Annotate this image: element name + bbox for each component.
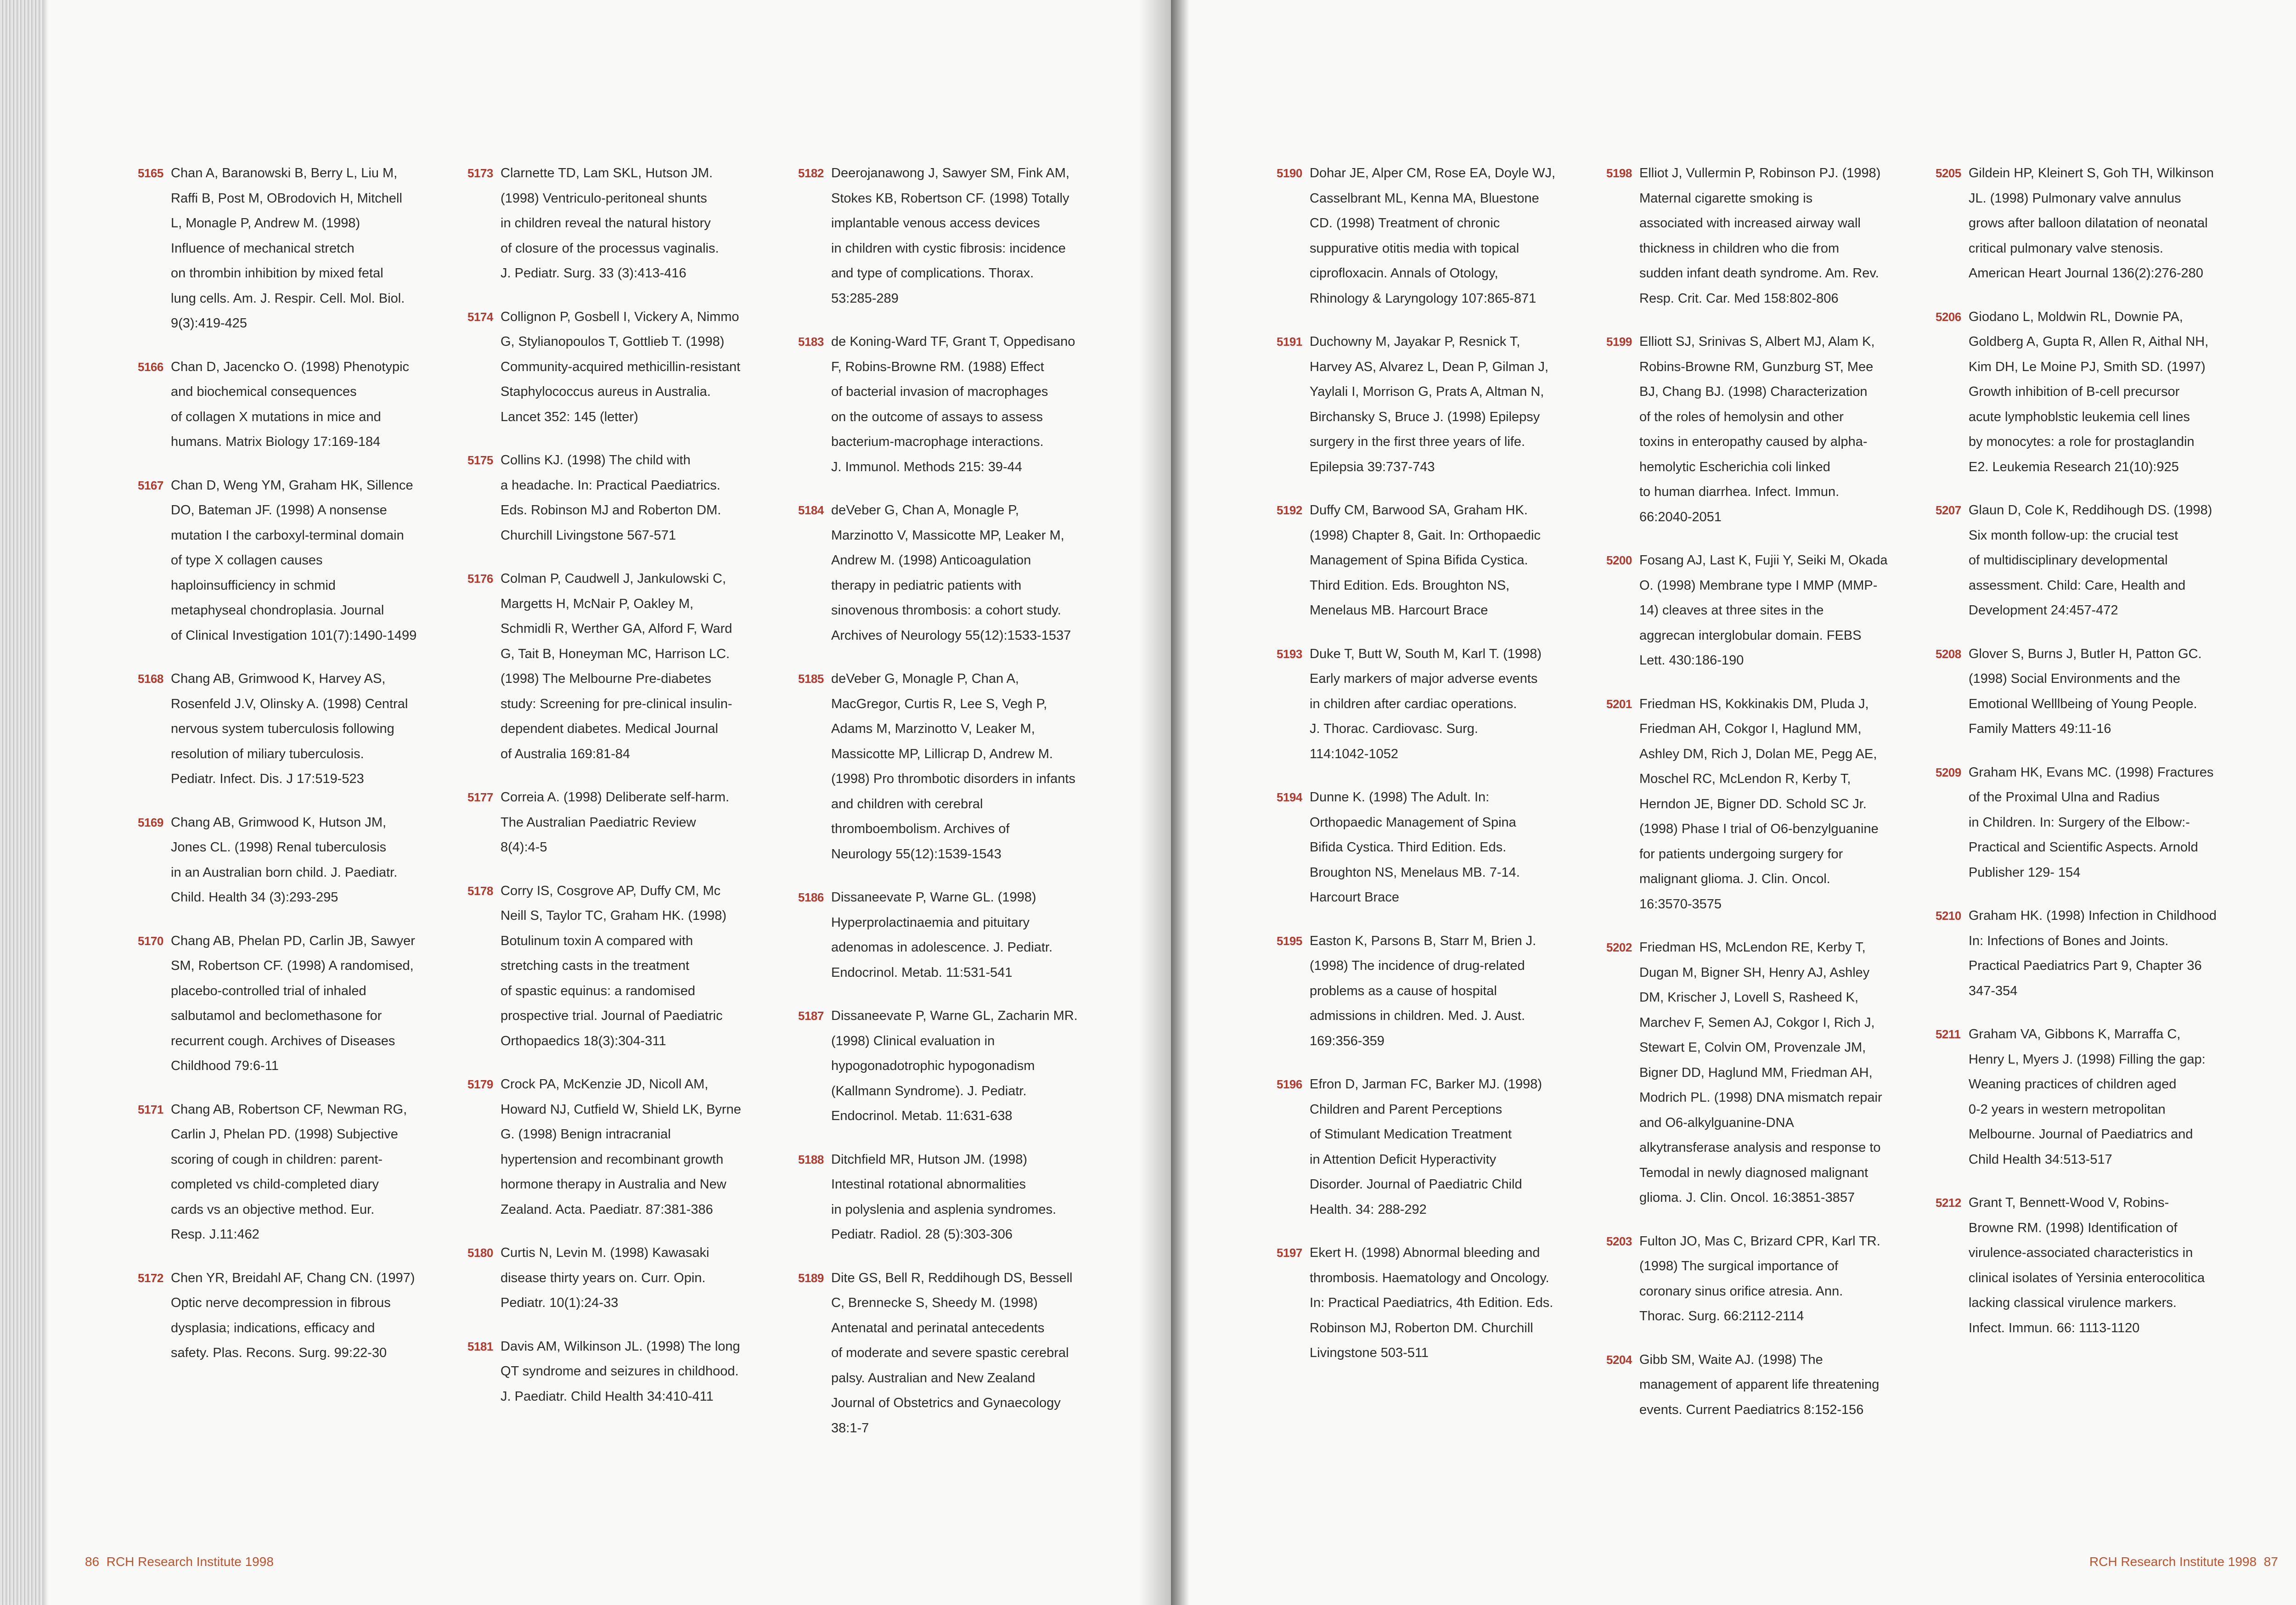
reference-entry	[1936, 1022, 2229, 1172]
reference-entry	[1936, 1190, 2229, 1340]
reference-number: 5205	[1936, 166, 1961, 180]
reference-text: Ditchfield MR, Hutson JM. (1998) Intestinal rotational abnormalities in polyslenia and asplenia syndromes. Pediatr. Radiol. 28 (5):303-306	[831, 1152, 1057, 1242]
reference-text: Gildein HP, Kleinert S, Goh TH, Wilkinson JL. (1998) Pulmonary valve annulus grows after balloon dilatation of neonatal critical pulmonary valve stenosis. American Heart Journal 136(2):276-280	[1969, 166, 2214, 281]
reference-entry	[1277, 329, 1570, 479]
reference-number: 5183	[798, 335, 824, 349]
reference-entry	[138, 929, 432, 1079]
reference-number: 5177	[467, 790, 493, 804]
reference-number: 5192	[1277, 503, 1302, 517]
reference-text: Chang AB, Grimwood K, Hutson JM, Jones CL. (1998) Renal tuberculosis in an Australian born child. J. Paediatr. Child. Health 34 (3):293-295	[171, 815, 398, 905]
reference-entry	[1936, 760, 2229, 885]
reference-entry	[798, 498, 1092, 648]
reference-entry	[138, 1266, 432, 1366]
reference-text: Chang AB, Phelan PD, Carlin JB, Sawyer SM, Robertson CF. (1998) A randomised, placebo-controlled trial of inhaled salbutamol and beclomethasone for recurrent cough. Archives of Diseases Childhood 79:6-11	[171, 933, 415, 1073]
reference-number: 5202	[1606, 940, 1632, 954]
reference-entry	[138, 810, 432, 910]
reference-text: Crock PA, McKenzie JD, Nicoll AM, Howard NJ, Cutfield W, Shield LK, Byrne G. (1998) Benign intracranial hypertension and recombinant growth hormone therapy in Australia and New Zealand. Acta. Paediatr. 87:381-386	[501, 1077, 741, 1217]
reference-entry	[138, 161, 432, 336]
reference-number: 5197	[1277, 1246, 1302, 1260]
reference-number: 5210	[1936, 909, 1961, 923]
reference-entry	[798, 1266, 1092, 1441]
reference-text: Dunne K. (1998) The Adult. In: Orthopaedic Management of Spina Bifida Cystica. Third Edition. Eds. Broughton NS, Menelaus MB. 7-14. Harcourt Brace	[1310, 790, 1520, 905]
reference-entry	[1936, 304, 2229, 480]
reference-entry	[138, 1097, 432, 1247]
reference-entry	[138, 666, 432, 792]
reference-number: 5196	[1277, 1077, 1302, 1091]
page-edge-stack	[0, 0, 48, 1605]
reference-entry	[467, 879, 761, 1054]
reference-number: 5189	[798, 1271, 824, 1285]
reference-number: 5206	[1936, 310, 1961, 324]
reference-entry	[798, 666, 1092, 867]
right-page	[1171, 0, 2296, 1605]
reference-entry	[798, 1003, 1092, 1129]
reference-column	[1277, 161, 1570, 1384]
page-number: 87	[2263, 1554, 2278, 1569]
reference-number: 5180	[467, 1246, 493, 1260]
reference-number: 5171	[138, 1102, 163, 1116]
reference-number: 5190	[1277, 166, 1302, 180]
reference-number: 5203	[1606, 1234, 1632, 1248]
reference-number: 5201	[1606, 697, 1632, 711]
reference-text: Efron D, Jarman FC, Barker MJ. (1998) Children and Parent Perceptions of Stimulant Medication Treatment in Attention Deficit Hyperactivity Disorder. Journal of Paediatric Child Health. 34: 288-292	[1310, 1077, 1542, 1217]
reference-text: deVeber G, Monagle P, Chan A, MacGregor, Curtis R, Lee S, Vegh P, Adams M, Marzinotto V, Leaker M, Massicotte MP, Lillicrap D, Andrew M. (1998) Pro thrombotic disorders in infants and children with cerebral thromboembolism. Archives of Neurology 55(12):1539-1543	[831, 671, 1075, 862]
reference-number: 5208	[1936, 647, 1961, 661]
reference-number: 5166	[138, 360, 163, 374]
reference-number: 5204	[1606, 1352, 1632, 1367]
reference-entry	[467, 1334, 761, 1409]
reference-number: 5207	[1936, 503, 1961, 517]
reference-text: Grant T, Bennett-Wood V, Robins- Browne RM. (1998) Identification of virulence-associated characteristics in clinical isolates of Yersinia enterocolitica lacking classical virulence markers. Infect. Immun. 66: 1113-1120	[1969, 1195, 2205, 1335]
footer-title: RCH Research Institute 1998	[2089, 1554, 2257, 1569]
reference-text: Elliot J, Vullermin P, Robinson PJ. (1998) Maternal cigarette smoking is associated with increased airway wall thickness in children who die from sudden infant death syndrome. Am. Rev. Resp. Crit. Car. Med 158:802-806	[1639, 166, 1881, 306]
reference-number: 5209	[1936, 765, 1961, 779]
page-footer	[85, 1554, 274, 1569]
reference-column	[138, 161, 432, 1384]
reference-text: Clarnette TD, Lam SKL, Hutson JM. (1998) Ventriculo-peritoneal shunts in children reveal the natural history of closure of the processus vaginalis. J. Pediatr. Surg. 33 (3):413-416	[501, 166, 719, 281]
reference-number: 5182	[798, 166, 824, 180]
reference-text: Fosang AJ, Last K, Fujii Y, Seiki M, Okada O. (1998) Membrane type I MMP (MMP- 14) cleaves at three sites in the aggrecan interglobular domain. FEBS Lett. 430:186-190	[1639, 553, 1888, 668]
reference-entry	[798, 885, 1092, 985]
reference-entry	[1936, 642, 2229, 742]
reference-text: Friedman HS, McLendon RE, Kerby T, Dugan M, Bigner SH, Henry AJ, Ashley DM, Krischer J, Lovell S, Rasheed K, Marchev F, Semen AJ, Cokgor I, Rich J, Stewart E, Colvin OM, Provenzale JM, Bigner DD, Haglund MM, Friedman AH, Modrich PL. (1998) DNA mismatch repair and O6-alkylguanine-DNA alkytransferase analysis and response to Temodal in newly diagnosed malignant glioma. J. Clin. Oncol. 16:3851-3857	[1639, 940, 1882, 1205]
reference-number: 5175	[467, 453, 493, 467]
reference-entry	[1277, 161, 1570, 311]
reference-text: Colman P, Caudwell J, Jankulowski C, Margetts H, McNair P, Oakley M, Schmidli R, Werther GA, Alford F, Ward G, Tait B, Honeyman MC, Harrison LC. (1998) The Melbourne Pre-diabetes study: Screening for pre-clinical insulin- dependent diabetes. Medical Journal of Australia 169:81-84	[501, 571, 732, 761]
reference-text: Davis AM, Wilkinson JL. (1998) The long QT syndrome and seizures in childhood. J. Paediatr. Child Health 34:410-411	[501, 1339, 740, 1404]
reference-text: Curtis N, Levin M. (1998) Kawasaki disease thirty years on. Curr. Opin. Pediatr. 10(1):24-33	[501, 1245, 709, 1310]
reference-entry	[1936, 903, 2229, 1003]
reference-text: Fulton JO, Mas C, Brizard CPR, Karl TR. (1998) The surgical importance of coronary sinus orifice atresia. Ann. Thorac. Surg. 66:2112-2114	[1639, 1233, 1880, 1323]
reference-number: 5191	[1277, 335, 1302, 349]
reference-column	[1936, 161, 2229, 1359]
reference-entry	[1606, 548, 1900, 673]
reference-text: deVeber G, Chan A, Monagle P, Marzinotto V, Massicotte MP, Leaker M, Andrew M. (1998) Anticoagulation therapy in pediatric patients with sinovenous thrombosis: a cohort study. Archives of Neurology 55(12):1533-1537	[831, 503, 1071, 643]
reference-text: Chen YR, Breidahl AF, Chang CN. (1997) Optic nerve decompression in fibrous dysplasia; indications, efficacy and safety. Plas. Recons. Surg. 99:22-30	[171, 1270, 415, 1360]
reference-number: 5186	[798, 890, 824, 904]
binding-shadow	[1171, 0, 1189, 1605]
reference-entry	[467, 785, 761, 860]
reference-text: Giodano L, Moldwin RL, Downie PA, Goldberg A, Gupta R, Allen R, Aithal NH, Kim DH, Le Moine PJ, Smith SD. (1997) Growth inhibition of B-cell precursor acute lymphoblstic leukemia cell lines by monocytes: a role for prostaglandin E2. Leukemia Research 21(10):925	[1969, 309, 2209, 474]
reference-number: 5176	[467, 572, 493, 586]
reference-number: 5179	[467, 1077, 493, 1091]
reference-column	[1606, 161, 1900, 1441]
reference-number: 5165	[138, 166, 163, 180]
reference-entry	[1277, 498, 1570, 623]
page-number: 86	[85, 1554, 100, 1569]
reference-column	[467, 161, 761, 1427]
reference-entry	[798, 161, 1092, 311]
reference-text: Deerojanawong J, Sawyer SM, Fink AM, Stokes KB, Robertson CF. (1998) Totally implantable venous access devices in children with cystic fibrosis: incidence and type of complications. Thorax. 53:285-289	[831, 166, 1069, 306]
reference-number: 5199	[1606, 335, 1632, 349]
reference-number: 5211	[1936, 1027, 1961, 1041]
reference-text: Collins KJ. (1998) The child with a headache. In: Practical Paediatrics. Eds. Robinson MJ and Roberton DM. Churchill Livingstone 567-571	[501, 453, 721, 543]
reference-text: de Koning-Ward TF, Grant T, Oppedisano F, Robins-Browne RM. (1988) Effect of bacterial invasion of macrophages on the outcome of assays to assess bacterium-macrophage interactions. J. Immunol. Methods 215: 39-44	[831, 334, 1075, 474]
reference-number: 5173	[467, 166, 493, 180]
reference-text: Graham VA, Gibbons K, Marraffa C, Henry L, Myers J. (1998) Filling the gap: Weaning practices of children aged 0-2 years in western metropolitan Melbourne. Journal of Paediatrics and Child Health 34:513-517	[1969, 1027, 2206, 1167]
reference-text: Collignon P, Gosbell I, Vickery A, Nimmo G, Stylianopoulos T, Gottlieb T. (1998) Community-acquired methicillin-resistant Staphylococcus aureus in Australia. Lancet 352: 145 (letter)	[501, 309, 741, 424]
reference-number: 5193	[1277, 647, 1302, 661]
reference-number: 5184	[798, 503, 824, 517]
footer-title: RCH Research Institute 1998	[106, 1554, 274, 1569]
reference-entry	[1606, 692, 1900, 917]
reference-number: 5168	[138, 672, 163, 686]
reference-text: Dite GS, Bell R, Reddihough DS, Bessell C, Brennecke S, Sheedy M. (1998) Antenatal and perinatal antecedents of moderate and severe spastic cerebral palsy. Australian and New Zealand Journal of Obstetrics and Gynaecology 38:1-7	[831, 1270, 1073, 1436]
reference-text: Gibb SM, Waite AJ. (1998) The management of apparent life threatening events. Current Paediatrics 8:152-156	[1639, 1352, 1880, 1417]
reference-text: Graham HK. (1998) Infection in Childhood In: Infections of Bones and Joints. Practical Paediatrics Part 9, Chapter 36 347-354	[1969, 908, 2217, 998]
reference-entry	[1606, 1347, 1900, 1423]
reference-entry	[1277, 785, 1570, 910]
reference-text: Ekert H. (1998) Abnormal bleeding and thrombosis. Haematology and Oncology. In: Practical Paediatrics, 4th Edition. Eds. Robinson MJ, Roberton DM. Churchill Livingstone 503-511	[1310, 1245, 1553, 1360]
reference-text: Chang AB, Grimwood K, Harvey AS, Rosenfeld J.V, Olinsky A. (1998) Central nervous system tuberculosis following resolution of miliary tuberculosis. Pediatr. Infect. Dis. J 17:519-523	[171, 671, 408, 786]
reference-entry	[1936, 161, 2229, 286]
reference-entry	[1936, 498, 2229, 623]
reference-entry	[467, 304, 761, 430]
reference-number: 5200	[1606, 553, 1632, 567]
reference-text: Corry IS, Cosgrove AP, Duffy CM, Mc Neill S, Taylor TC, Graham HK. (1998) Botulinum toxin A compared with stretching casts in the treatment of spastic equinus: a randomised prospective trial. Journal of Paediatric Orthopaedics 18(3):304-311	[501, 883, 727, 1048]
reference-text: Friedman HS, Kokkinakis DM, Pluda J, Friedman AH, Cokgor I, Haglund MM, Ashley DM, Rich J, Dolan ME, Pegg AE, Moschel RC, McLendon R, Kerby T, Herndon JE, Bigner DD. Schold SC Jr. (1998) Phase I trial of O6-benzylguanine for patients undergoing surgery for malignant glioma. J. Clin. Oncol. 16:3570-3575	[1639, 696, 1879, 912]
reference-number: 5185	[798, 672, 824, 686]
reference-text: Chan A, Baranowski B, Berry L, Liu M, Raffi B, Post M, OBrodovich H, Mitchell L, Monagle P, Andrew M. (1998) Influence of mechanical stretch on thrombin inhibition by mixed fetal lung cells. Am. J. Respir. Cell. Mol. Biol. 9(3):419-425	[171, 166, 405, 331]
reference-entry	[1606, 1229, 1900, 1329]
reference-entry	[1277, 1240, 1570, 1366]
reference-number: 5167	[138, 478, 163, 492]
reference-text: Easton K, Parsons B, Starr M, Brien J. (1998) The incidence of drug-related problems as a cause of hospital admissions in children. Med. J. Aust. 169:356-359	[1310, 933, 1536, 1048]
reference-entry	[1277, 1072, 1570, 1222]
reference-number: 5172	[138, 1271, 163, 1285]
reference-text: Chan D, Jacencko O. (1998) Phenotypic and biochemical consequences of collagen X mutations in mice and humans. Matrix Biology 17:169-184	[171, 359, 410, 449]
reference-entry	[798, 1147, 1092, 1247]
reference-entry	[467, 1240, 761, 1316]
reference-number: 5188	[798, 1152, 824, 1166]
reference-number: 5198	[1606, 166, 1632, 180]
reference-entry	[467, 566, 761, 766]
reference-number: 5194	[1277, 790, 1302, 804]
reference-number: 5181	[467, 1339, 493, 1353]
reference-text: Glover S, Burns J, Butler H, Patton GC. (1998) Social Environments and the Emotional Welllbeing of Young People. Family Matters 49:11-16	[1969, 646, 2202, 736]
reference-text: Graham HK, Evans MC. (1998) Fractures of the Proximal Ulna and Radius in Children. In: Surgery of the Elbow:- Practical and Scientific Aspects. Arnold Publisher 129- 154	[1969, 765, 2214, 880]
reference-text: Dohar JE, Alper CM, Rose EA, Doyle WJ, Casselbrant ML, Kenna MA, Bluestone CD. (1998) Treatment of chronic suppurative otitis media with topical ciprofloxacin. Annals of Otology, Rhinology & Laryngology 107:865-871	[1310, 166, 1556, 306]
reference-entry	[1277, 642, 1570, 767]
reference-number: 5170	[138, 934, 163, 948]
reference-entry	[1606, 161, 1900, 311]
binding-shadow	[1139, 0, 1171, 1605]
reference-entry	[467, 1072, 761, 1222]
reference-text: Duffy CM, Barwood SA, Graham HK. (1998) Chapter 8, Gait. In: Orthopaedic Management of Spina Bifida Cystica. Third Edition. Eds. Broughton NS, Menelaus MB. Harcourt Brace	[1310, 503, 1541, 618]
reference-entry	[467, 161, 761, 286]
reference-text: Chang AB, Robertson CF, Newman RG, Carlin J, Phelan PD. (1998) Subjective scoring of cough in children: parent- completed vs child-completed diary cards vs an objective method. Eur. Resp. J.11:462	[171, 1102, 407, 1242]
reference-number: 5195	[1277, 934, 1302, 948]
reference-entry	[138, 473, 432, 648]
reference-number: 5169	[138, 815, 163, 829]
reference-number: 5174	[467, 310, 493, 324]
page-footer	[2089, 1554, 2278, 1569]
reference-text: Chan D, Weng YM, Graham HK, Sillence DO, Bateman JF. (1998) A nonsense mutation I the carboxyl-terminal domain of type X collagen causes haploinsufficiency in schmid metaphyseal chondroplasia. Journal of Clinical Investigation 101(7):1490-1499	[171, 478, 417, 643]
reference-text: Duchowny M, Jayakar P, Resnick T, Harvey AS, Alvarez L, Dean P, Gilman J, Yaylali I, Morrison G, Prats A, Altman N, Birchansky S, Bruce J. (1998) Epilepsy surgery in the first three years of life. Epilepsia 39:737-743	[1310, 334, 1549, 474]
reference-number: 5187	[798, 1009, 824, 1023]
reference-entry	[138, 355, 432, 455]
reference-text: Glaun D, Cole K, Reddihough DS. (1998) Six month follow-up: the crucial test of multidisciplinary developmental assessment. Child: Care, Health and Development 24:457-472	[1969, 503, 2212, 618]
reference-text: Correia A. (1998) Deliberate self-harm. The Australian Paediatric Review 8(4):4-5	[501, 790, 730, 855]
reference-text: Duke T, Butt W, South M, Karl T. (1998) Early markers of major adverse events in children after cardiac operations. J. Thorac. Cardiovasc. Surg. 114:1042-1052	[1310, 646, 1542, 761]
reference-entry	[1606, 329, 1900, 529]
reference-number: 5178	[467, 884, 493, 898]
reference-text: Dissaneevate P, Warne GL, Zacharin MR. (1998) Clinical evaluation in hypogonadotrophic hypogonadism (Kallmann Syndrome). J. Pediatr. Endocrinol. Metab. 11:631-638	[831, 1008, 1078, 1123]
reference-text: Dissaneevate P, Warne GL. (1998) Hyperprolactinaemia and pituitary adenomas in adolescence. J. Pediatr. Endocrinol. Metab. 11:531-541	[831, 890, 1053, 980]
reference-text: Elliott SJ, Srinivas S, Albert MJ, Alam K, Robins-Browne RM, Gunzburg ST, Mee BJ, Chang BJ. (1998) Characterization of the roles of hemolysin and other toxins in enteropathy caused by alpha- hemolytic Escherichia coli linked to human diarrhea. Infect. Immun. 66:2040-2051	[1639, 334, 1875, 524]
reference-number: 5212	[1936, 1196, 1961, 1210]
reference-column	[798, 161, 1092, 1459]
reference-entry	[1606, 935, 1900, 1211]
reference-entry	[467, 448, 761, 548]
reference-entry	[798, 329, 1092, 479]
reference-entry	[1277, 929, 1570, 1054]
